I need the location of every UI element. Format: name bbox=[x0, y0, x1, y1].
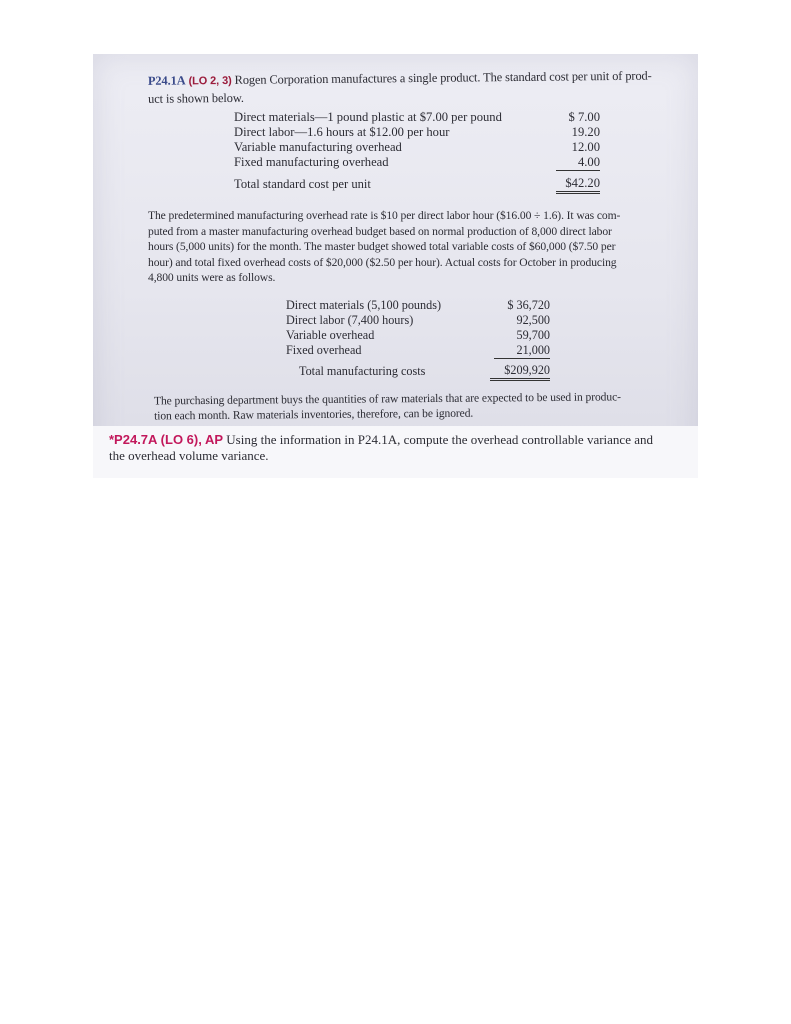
textbook-page bbox=[93, 54, 698, 478]
actual-row-label: Direct labor (7,400 hours) bbox=[286, 313, 414, 327]
problem-lo: (LO 2, 3) bbox=[188, 74, 232, 88]
std-row-amount: 12.00 bbox=[571, 140, 600, 154]
problem-intro-line1: Rogen Corporation manufactures a single product. The standard cost per unit of prod- bbox=[234, 68, 652, 87]
actual-row-amount: 59,700 bbox=[516, 328, 550, 342]
std-row-amount: 19.20 bbox=[571, 125, 600, 139]
problem2-text-line2: the overhead volume variance. bbox=[109, 448, 269, 463]
actual-total-label: Total manufacturing costs bbox=[299, 364, 426, 378]
actual-costs-table bbox=[286, 298, 556, 384]
std-row-label: Variable manufacturing overhead bbox=[234, 140, 402, 154]
actual-row-amount: 92,500 bbox=[516, 313, 550, 327]
overhead-rate-paragraph bbox=[148, 208, 698, 286]
problem-p24-7a-strip bbox=[93, 426, 698, 478]
actual-row-amount: $ 36,720 bbox=[507, 298, 550, 312]
std-row-amount: $ 7.00 bbox=[568, 110, 600, 124]
paragraph-line: The purchasing department buys the quantities of raw materials that are expected to be used in produc- bbox=[153, 390, 621, 408]
actual-total-amount: $209,920 bbox=[490, 363, 550, 381]
std-total-label: Total standard cost per unit bbox=[234, 177, 371, 191]
purchasing-paragraph bbox=[154, 389, 698, 424]
actual-row-label: Direct materials (5,100 pounds) bbox=[286, 298, 442, 312]
problem2-text-line1: Using the information in P24.1A, compute the overhead controllable variance and bbox=[226, 432, 653, 447]
standard-cost-table bbox=[234, 110, 614, 200]
actual-row-label: Fixed overhead bbox=[286, 343, 362, 357]
std-row-label: Fixed manufacturing overhead bbox=[234, 155, 389, 169]
problem-p24-7a bbox=[109, 432, 689, 464]
std-total-amount: $42.20 bbox=[556, 176, 600, 194]
problem-intro bbox=[148, 67, 688, 107]
paragraph-line: hours (5,000 units) for the month. The master budget showed total variable costs of $60,000 ($7.50 per bbox=[148, 240, 616, 254]
actual-row-amount: 21,000 bbox=[494, 343, 550, 359]
actual-row-label: Variable overhead bbox=[286, 328, 375, 342]
problem-number: P24.1A bbox=[147, 73, 186, 88]
paragraph-line: puted from a master manufacturing overhead budget based on normal production of 8,000 direct labor bbox=[148, 224, 612, 238]
paragraph-line: 4,800 units were as follows. bbox=[148, 271, 276, 285]
std-row-label: Direct labor—1.6 hours at $12.00 per hour bbox=[234, 125, 450, 139]
textbook-photo bbox=[93, 54, 698, 478]
std-row-label: Direct materials—1 pound plastic at $7.00 per pound bbox=[234, 110, 502, 124]
problem2-number: *P24.7A bbox=[109, 432, 158, 447]
paragraph-line: tion each month. Raw materials inventories, therefore, can be ignored. bbox=[154, 406, 474, 423]
problem2-lo: (LO 6), AP bbox=[160, 432, 224, 447]
paragraph-line: hour) and total fixed overhead costs of $20,000 ($2.50 per hour). Actual costs for October in producing bbox=[148, 255, 617, 269]
problem-intro-line2: uct is shown below. bbox=[148, 90, 244, 106]
std-row-amount: 4.00 bbox=[556, 155, 600, 171]
paragraph-line: The predetermined manufacturing overhead rate is $10 per direct labor hour ($16.00 ÷ 1.6). It was com- bbox=[148, 209, 621, 222]
